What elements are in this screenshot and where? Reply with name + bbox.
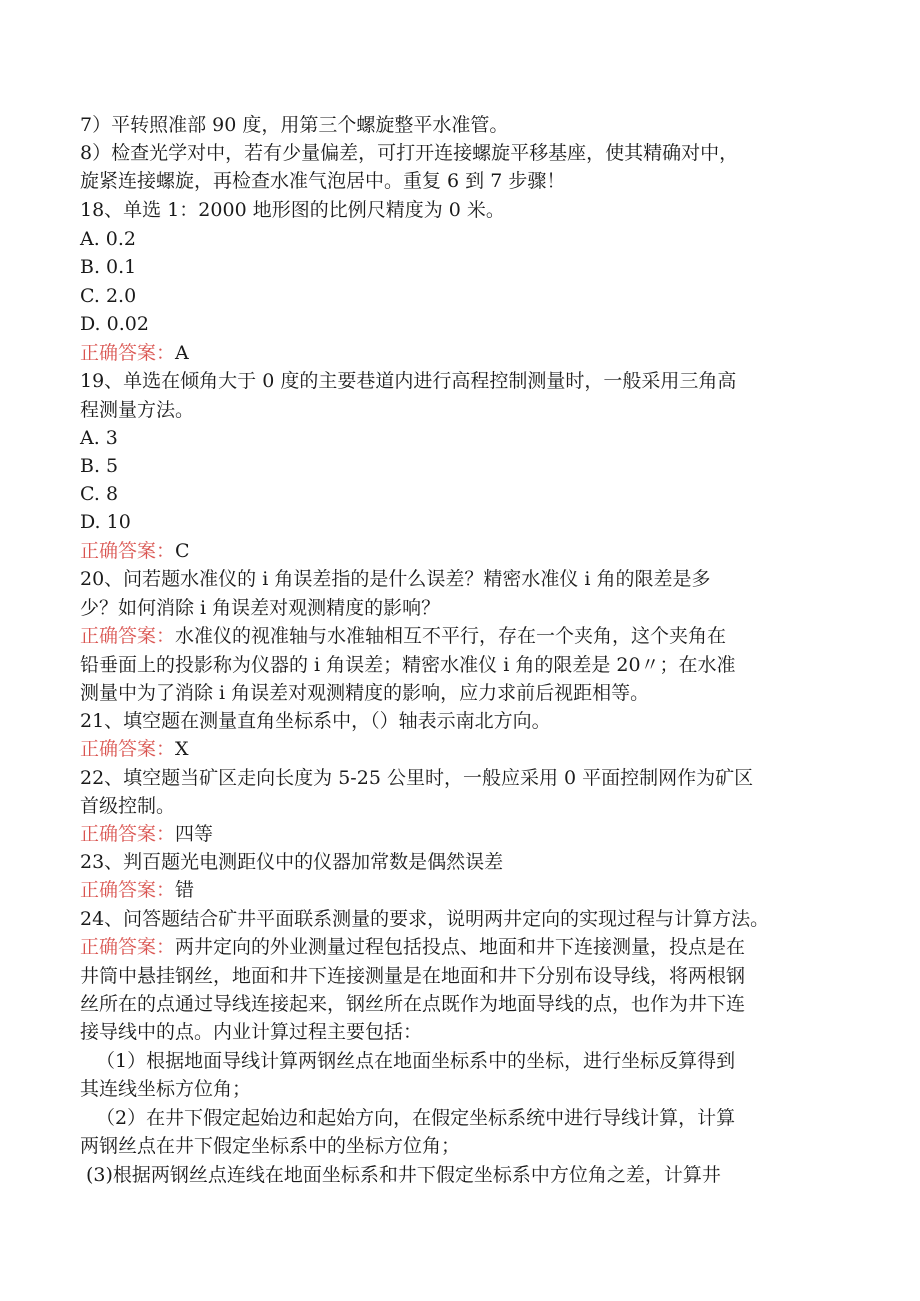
q24-answer-line-4: 接导线中的点。内业计算过程主要包括： — [80, 1021, 423, 1043]
q24-answer-item-3: (3)根据两钢丝点连线在地面坐标系和井下假定坐标系中方位角之差，计算井 — [86, 1164, 721, 1186]
question-23: 23、判百题光电测距仪中的仪器加常数是偶然误差 — [80, 851, 504, 873]
step-8-continued: 旋紧连接螺旋，再检查水准气泡居中。重复 6 到 7 步骤！ — [80, 170, 566, 192]
answer-label: 正确答案： — [80, 342, 176, 364]
q24-answer-item-1-continued: 其连线坐标方位角； — [80, 1078, 252, 1100]
question-18: 18、单选 1：2000 地形图的比例尺精度为 0 米。 — [80, 199, 505, 221]
answer-value: 水准仪的视准轴与水准轴相互不平行，存在一个夹角，这个夹角在 — [175, 625, 727, 647]
answer-label: 正确答案： — [80, 738, 176, 760]
question-22-continued: 首级控制。 — [80, 795, 176, 817]
q19-option-c: C. 8 — [80, 483, 119, 505]
answer-value: C — [175, 540, 190, 562]
answer-value: X — [175, 738, 189, 760]
question-21: 21、填空题在测量直角坐标系中，（）轴表示南北方向。 — [80, 710, 551, 732]
answer-value: A — [175, 342, 189, 364]
q24-answer-item-1: （1）根据地面导线计算两钢丝点在地面坐标系中的坐标，进行坐标反算得到 — [96, 1050, 736, 1072]
answer-label: 正确答案： — [80, 879, 176, 901]
q18-option-d: D. 0.02 — [80, 313, 149, 335]
q24-answer-line-3: 丝所在的点通过导线连接起来，钢丝所在点既作为地面导线的点，也作为井下连 — [80, 993, 746, 1015]
q19-option-b: B. 5 — [80, 455, 119, 477]
question-24: 24、问答题结合矿井平面联系测量的要求，说明两井定向的实现过程与计算方法。 — [80, 908, 770, 930]
q20-answer — [80, 622, 840, 650]
q19-option-d: D. 10 — [80, 511, 131, 533]
q18-option-b: B. 0.1 — [80, 256, 137, 278]
question-20-continued: 少？如何消除 i 角误差对观测精度的影响？ — [80, 597, 441, 619]
q18-answer — [80, 339, 840, 367]
answer-label: 正确答案： — [80, 625, 176, 647]
q21-answer — [80, 735, 840, 763]
question-20: 20、问若题水准仪的 i 角误差指的是什么误差？精密水准仪 i 角的限差是多 — [80, 568, 711, 590]
q20-answer-line-3: 测量中为了消除 i 角误差对观测精度的影响，应力求前后视距相等。 — [80, 682, 650, 704]
answer-value: 两井定向的外业测量过程包括投点、地面和井下连接测量，投点是在 — [175, 936, 746, 958]
answer-label: 正确答案： — [80, 936, 176, 958]
q20-answer-line-2: 铅垂面上的投影称为仪器的 i 角误差；精密水准仪 i 角的限差是 20〃；在水准 — [80, 654, 736, 676]
q24-answer-item-2-continued: 两钢丝点在井下假定坐标系中的坐标方位角； — [80, 1135, 461, 1157]
q18-option-c: C. 2.0 — [80, 285, 137, 307]
question-19-continued: 程测量方法。 — [80, 399, 195, 421]
q19-option-a: A. 3 — [80, 427, 118, 449]
answer-label: 正确答案： — [80, 540, 176, 562]
q19-answer — [80, 537, 840, 565]
q24-answer — [80, 933, 840, 961]
q23-answer — [80, 876, 840, 904]
q24-answer-line-2: 井筒中悬挂钢丝，地面和井下连接测量是在地面和井下分别布设导线，将两根钢 — [80, 965, 746, 987]
answer-value: 四等 — [175, 823, 214, 845]
question-19: 19、单选在倾角大于 0 度的主要巷道内进行高程控制测量时，一般采用三角高 — [80, 370, 737, 392]
question-22: 22、填空题当矿区走向长度为 5-25 公里时，一般应采用 0 平面控制网作为矿区 — [80, 767, 754, 789]
step-7-line: 7）平转照准部 90 度，用第三个螺旋整平水准管。 — [80, 114, 509, 136]
q24-answer-item-2: （2）在井下假定起始边和起始方向，在假定坐标系统中进行导线计算，计算 — [96, 1107, 736, 1129]
q22-answer — [80, 820, 840, 848]
answer-value: 错 — [175, 879, 195, 901]
q18-option-a: A. 0.2 — [80, 228, 137, 250]
answer-label: 正确答案： — [80, 823, 176, 845]
step-8-line: 8）检查光学对中，若有少量偏差，可打开连接螺旋平移基座，使其精确对中， — [80, 142, 739, 164]
